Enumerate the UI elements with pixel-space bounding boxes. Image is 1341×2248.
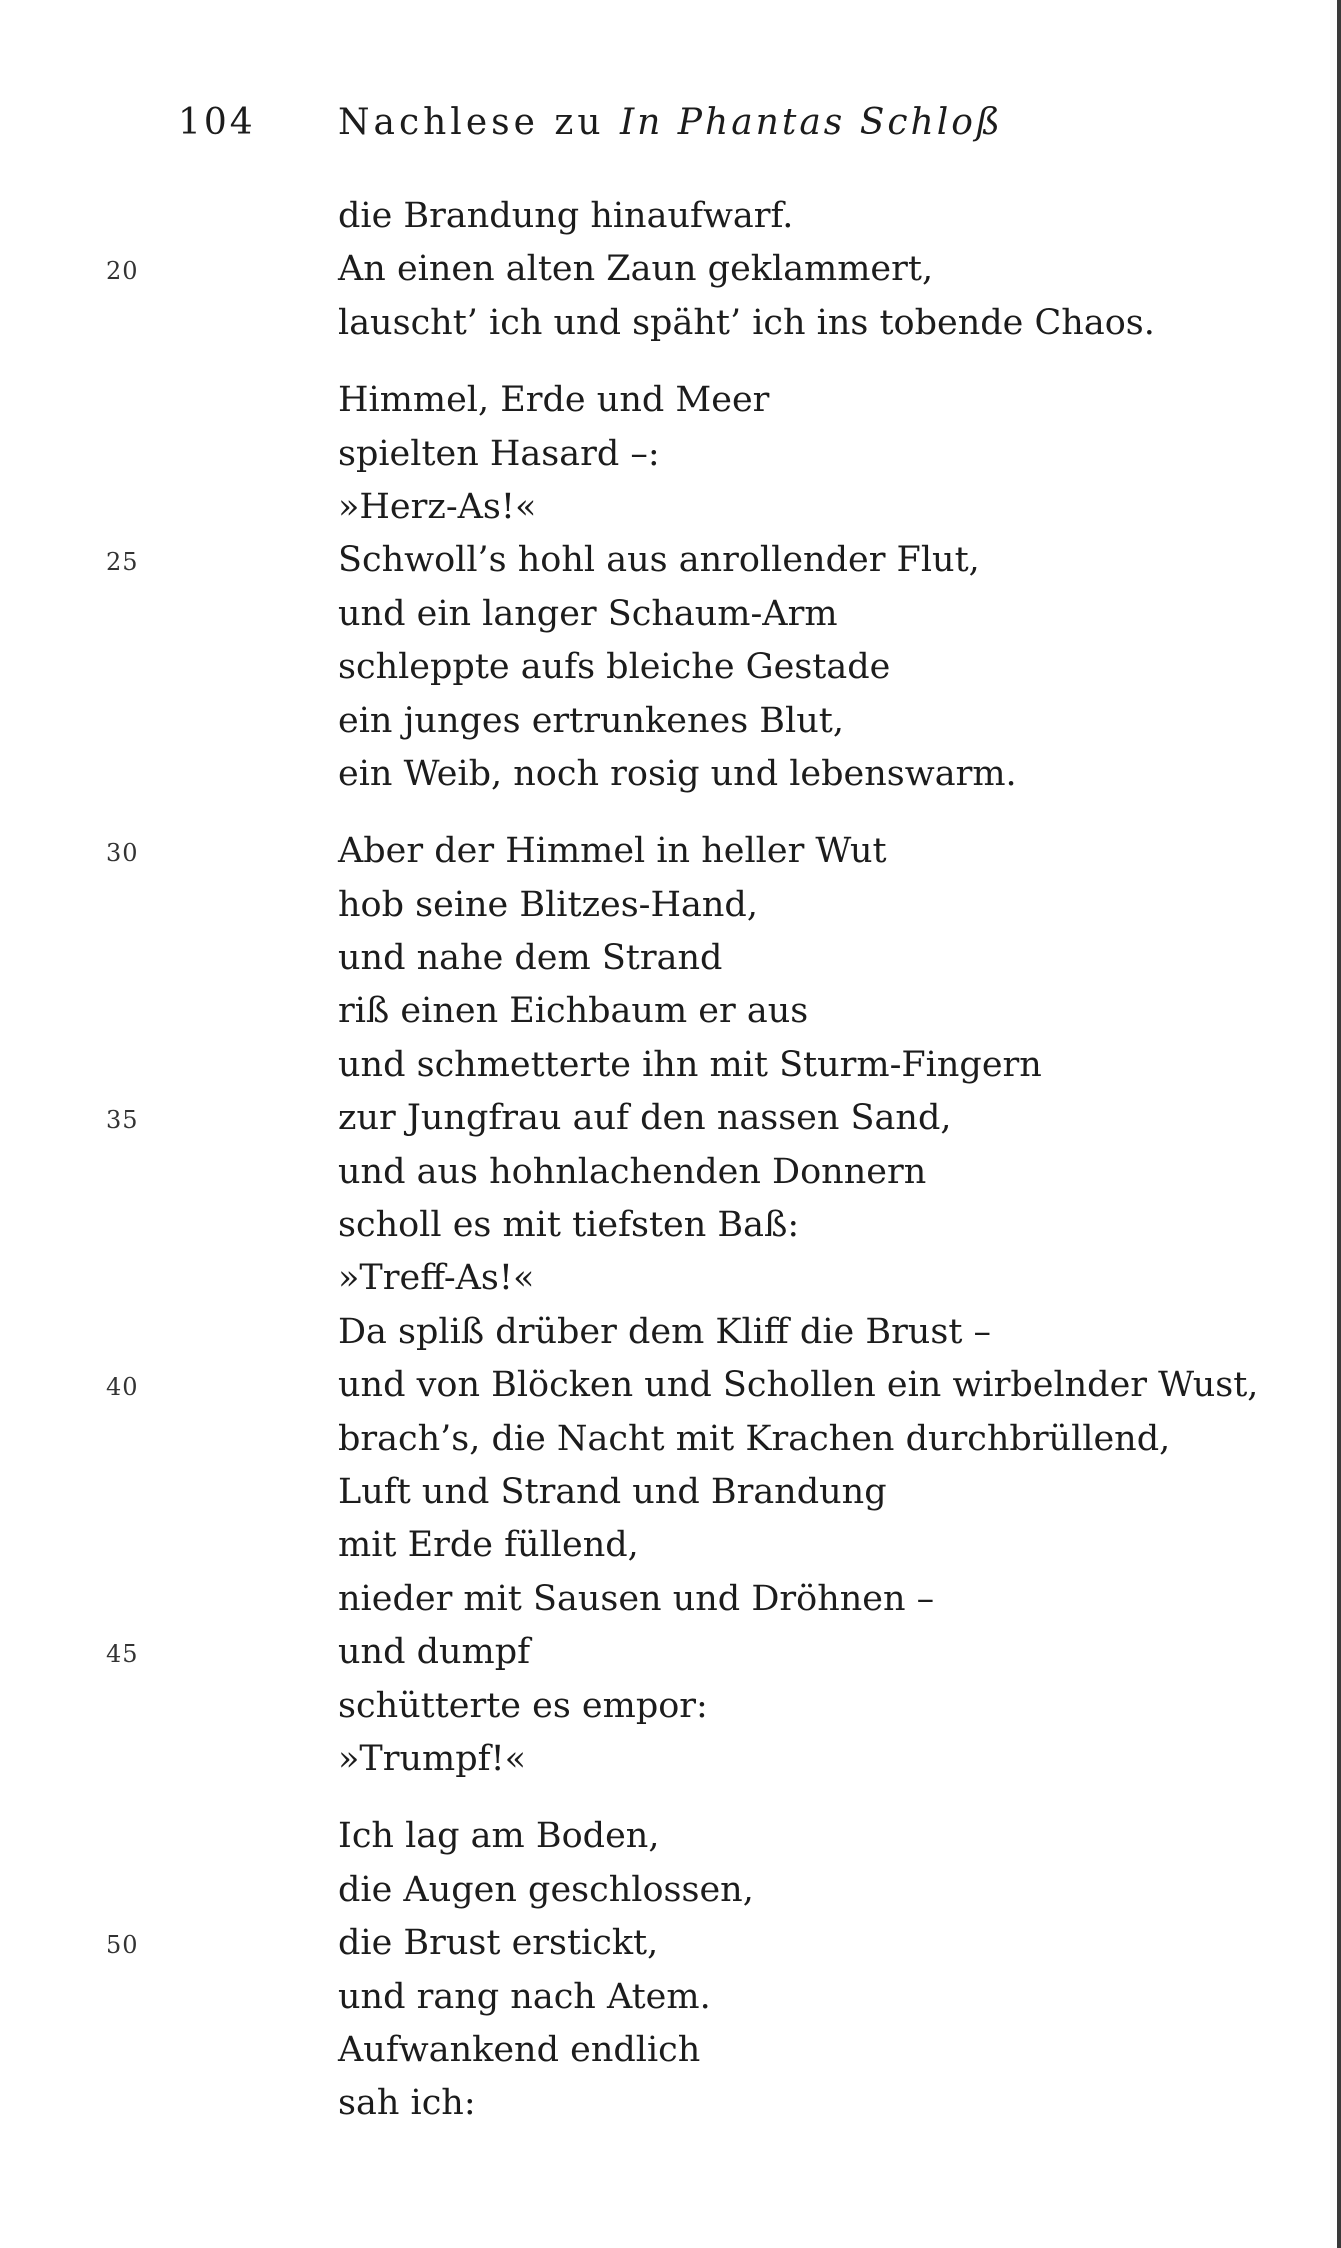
- running-head: [338, 102, 1003, 143]
- verse-line: [0, 1519, 1341, 1572]
- verse-text: Ich lag am Boden,: [338, 1816, 660, 1857]
- verse-text: »Herz-As!«: [338, 486, 537, 527]
- verse-line: [0, 985, 1341, 1038]
- verse-line: [0, 1039, 1341, 1092]
- verse-line: [0, 243, 1341, 296]
- verse-line: [0, 2024, 1341, 2077]
- verse-text: sah ich:: [338, 2083, 476, 2124]
- verse-text: und rang nach Atem.: [338, 1976, 711, 2017]
- verse-text: Aufwankend endlich: [338, 2029, 701, 2070]
- verse-text: lauscht’ ich und späht’ ich ins tobende Chaos.: [338, 302, 1155, 343]
- verse-text: »Treff-As!«: [338, 1258, 535, 1299]
- verse-text: schleppte aufs bleiche Gestade: [338, 647, 891, 688]
- verse-text: und schmetterte ihn mit Sturm-Fingern: [338, 1044, 1042, 1085]
- verse-text: scholl es mit tiefsten Baß:: [338, 1205, 800, 1246]
- line-number: 35: [106, 1106, 139, 1135]
- stanza: [0, 190, 1341, 350]
- verse-text: nieder mit Sausen und Dröhnen –: [338, 1578, 935, 1619]
- verse-text: ein junges ertrunkenes Blut,: [338, 700, 844, 741]
- line-number: 45: [106, 1640, 139, 1669]
- verse-line: [0, 1413, 1341, 1466]
- page-header: [178, 102, 1003, 162]
- verse-line: [0, 1864, 1341, 1917]
- verse-text: und von Blöcken und Schollen ein wirbelnder Wust,: [338, 1365, 1259, 1406]
- verse-line: [0, 481, 1341, 534]
- verse-line: [0, 1359, 1341, 1412]
- verse-line: [0, 297, 1341, 350]
- verse-line: [0, 1252, 1341, 1305]
- verse-line: [0, 695, 1341, 748]
- verse-line: [0, 932, 1341, 985]
- stanza: [0, 1810, 1341, 2130]
- verse-line: [0, 534, 1341, 587]
- verse-text: Himmel, Erde und Meer: [338, 380, 770, 421]
- verse-line: [0, 825, 1341, 878]
- verse-text: hob seine Blitzes-Hand,: [338, 884, 758, 925]
- verse-line: [0, 1466, 1341, 1519]
- verse-line: [0, 1680, 1341, 1733]
- verse-text: Da spliß drüber dem Kliff die Brust –: [338, 1311, 992, 1352]
- verse-text: Luft und Strand und Brandung: [338, 1471, 887, 1512]
- line-number: 30: [106, 839, 139, 868]
- verse-line: [0, 1917, 1341, 1970]
- verse-text: die Augen geschlossen,: [338, 1869, 754, 1910]
- line-number: 50: [106, 1931, 139, 1960]
- stanza: [0, 825, 1341, 1786]
- running-head-title: In Phantas Schloß: [619, 102, 1003, 143]
- verse-text: brach’s, die Nacht mit Krachen durchbrüllend,: [338, 1418, 1171, 1459]
- verse-text: »Trumpf!«: [338, 1738, 527, 1779]
- stanza: [0, 374, 1341, 801]
- verse-line: [0, 1573, 1341, 1626]
- verse-text: die Brandung hinaufwarf.: [338, 196, 794, 236]
- verse-line: [0, 641, 1341, 694]
- running-head-prefix: Nachlese zu: [338, 102, 620, 143]
- verse-line: [0, 1626, 1341, 1679]
- verse-text: die Brust erstickt,: [338, 1923, 659, 1964]
- verse-text: und ein langer Schaum-Arm: [338, 593, 838, 634]
- line-number: 25: [106, 548, 139, 577]
- page-number: 104: [178, 102, 256, 143]
- verse-line: [0, 1971, 1341, 2024]
- line-number: 20: [106, 257, 139, 286]
- verse-text: und nahe dem Strand: [338, 938, 723, 979]
- line-number: 40: [106, 1373, 139, 1402]
- verse-line: [0, 1810, 1341, 1863]
- verse-text: spielten Hasard –:: [338, 433, 660, 474]
- verse-line: [0, 374, 1341, 427]
- verse-text: Aber der Himmel in heller Wut: [338, 831, 887, 872]
- verse-line: [0, 1146, 1341, 1199]
- verse-line: [0, 1092, 1341, 1145]
- verse-text: ein Weib, noch rosig und lebenswarm.: [338, 753, 1017, 794]
- verse-line: [0, 588, 1341, 641]
- verse-line: [0, 428, 1341, 481]
- verse-line: [0, 748, 1341, 801]
- verse-line: [0, 1306, 1341, 1359]
- verse-text: und dumpf: [338, 1632, 531, 1673]
- verse-text: zur Jungfrau auf den nassen Sand,: [338, 1098, 952, 1139]
- verse-line: [0, 190, 1341, 243]
- verse-line: [0, 2077, 1341, 2130]
- page-edge-shadow: [1337, 0, 1341, 2248]
- verse-text: mit Erde füllend,: [338, 1525, 639, 1566]
- verse-text: Schwoll’s hohl aus anrollender Flut,: [338, 540, 980, 581]
- verse-text: An einen alten Zaun geklammert,: [338, 249, 934, 290]
- verse-line: [0, 879, 1341, 932]
- verse-line: [0, 1199, 1341, 1252]
- verse-line: [0, 1733, 1341, 1786]
- verse-text: schütterte es empor:: [338, 1685, 708, 1726]
- verse-text: und aus hohnlachenden Donnern: [338, 1151, 927, 1192]
- verse-text: riß einen Eichbaum er aus: [338, 991, 809, 1032]
- poem: [0, 190, 1341, 2155]
